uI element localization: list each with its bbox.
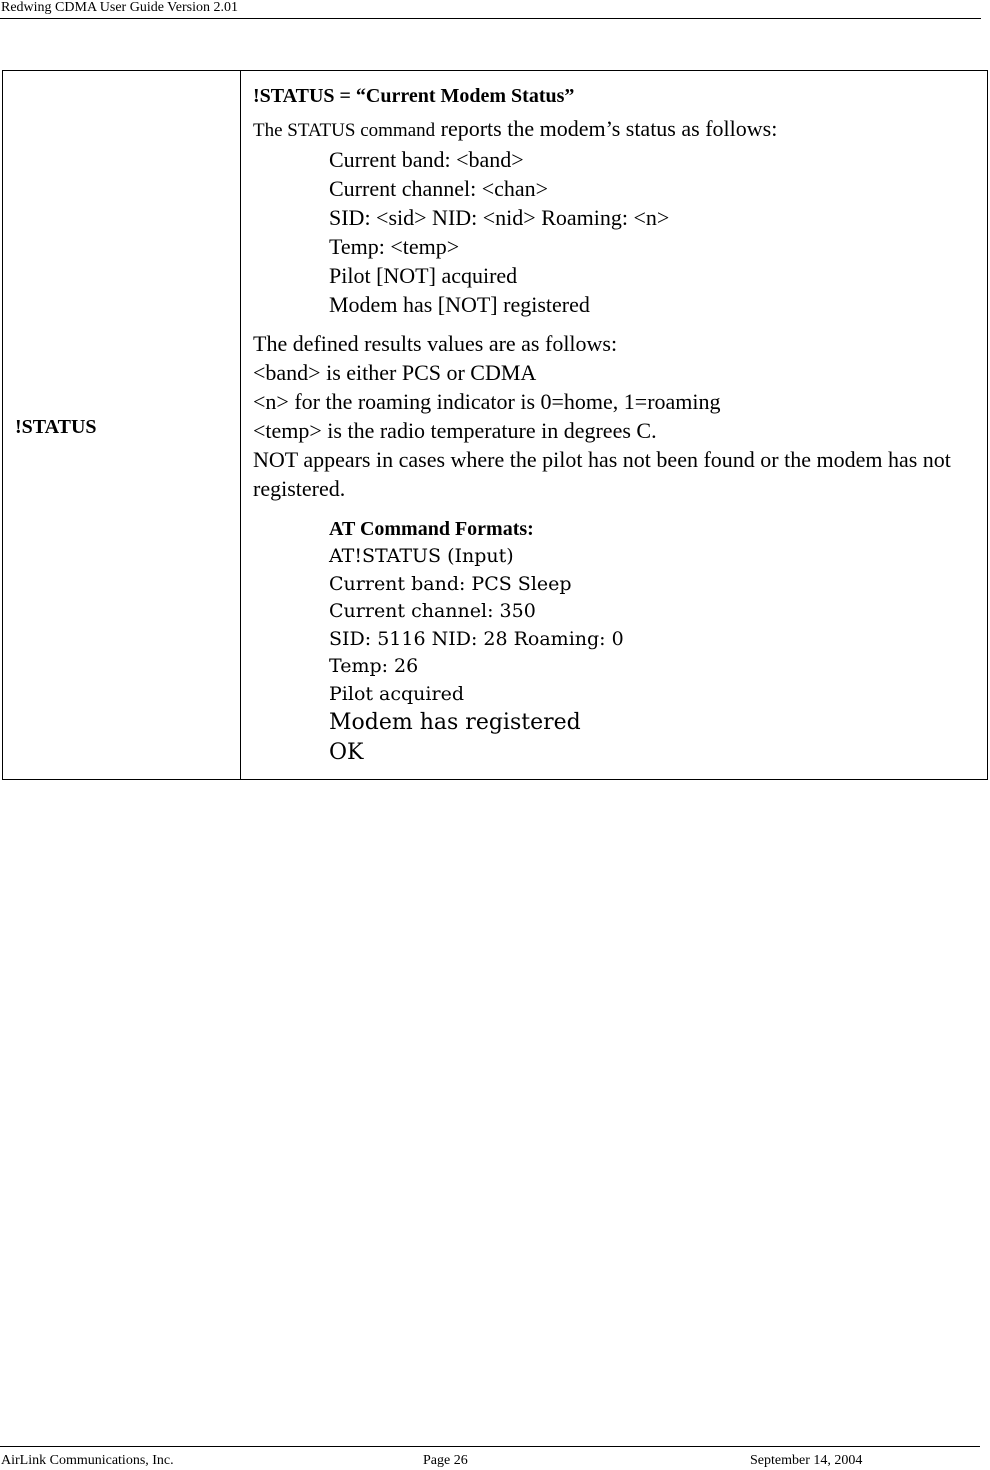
format-line: AT!STATUS (Input) bbox=[329, 545, 514, 567]
format-line: Temp: 26 bbox=[329, 655, 419, 677]
result-line: <band> is either PCS or CDMA bbox=[253, 360, 537, 385]
status-line: Modem has [NOT] registered bbox=[329, 292, 590, 317]
status-line: Temp: <temp> bbox=[329, 234, 460, 259]
command-table bbox=[2, 70, 988, 780]
status-line: Pilot [NOT] acquired bbox=[329, 263, 518, 288]
command-description-cell bbox=[253, 85, 977, 768]
command-name-cell bbox=[3, 71, 241, 779]
page-header bbox=[0, 0, 981, 19]
format-line: OK bbox=[329, 740, 364, 765]
formats-title: AT Command Formats: bbox=[329, 518, 534, 540]
intro-prefix: The STATUS command bbox=[253, 120, 436, 141]
footer-date: September 14, 2004 bbox=[750, 1453, 863, 1468]
command-name: !STATUS bbox=[15, 416, 97, 438]
header-title: Redwing CDMA User Guide Version 2.01 bbox=[1, 0, 238, 15]
command-title: !STATUS = “Current Modem Status” bbox=[253, 85, 575, 107]
status-line: Current channel: <chan> bbox=[329, 176, 549, 201]
status-line: SID: <sid> NID: <nid> Roaming: <n> bbox=[329, 205, 670, 230]
result-line: NOT appears in cases where the pilot has not been found or the modem has not registered. bbox=[253, 447, 951, 501]
footer-company: AirLink Communications, Inc. bbox=[1, 1453, 174, 1468]
format-line: Current channel: 350 bbox=[329, 600, 536, 622]
format-line: Pilot acquired bbox=[329, 682, 464, 705]
command-intro bbox=[253, 114, 977, 145]
format-line: SID: 5116 NID: 28 Roaming: 0 bbox=[329, 627, 624, 650]
result-line: <n> for the roaming indicator is 0=home, 1=roaming bbox=[253, 389, 721, 414]
format-line: Modem has registered bbox=[329, 710, 581, 735]
format-line: Current band: PCS Sleep bbox=[329, 572, 572, 595]
result-line: <temp> is the radio temperature in degrees C. bbox=[253, 418, 657, 443]
footer-page-number: Page 26 bbox=[423, 1453, 468, 1468]
status-line: Current band: <band> bbox=[329, 147, 524, 172]
page-footer bbox=[0, 1446, 980, 1468]
intro-rest: reports the modem’s status as follows: bbox=[435, 116, 778, 141]
results-intro: The defined results values are as follows: bbox=[253, 331, 618, 356]
